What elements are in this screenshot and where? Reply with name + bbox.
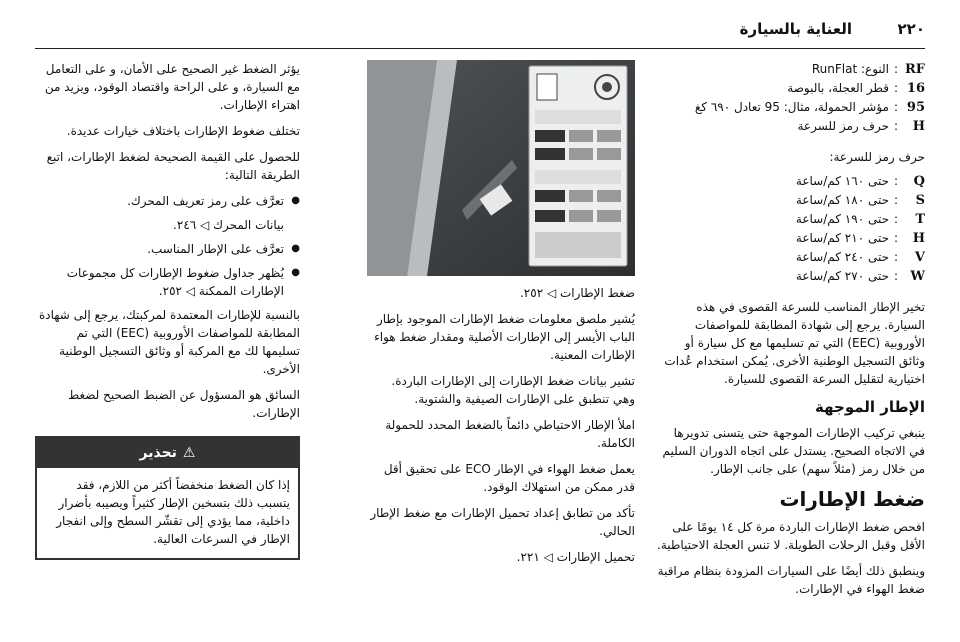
warning-box bbox=[35, 436, 300, 560]
code-desc: قطر العجلة، بالبوصة bbox=[787, 81, 889, 95]
warning-triangle-icon: ⚠ bbox=[182, 445, 196, 461]
speed-code: V bbox=[914, 250, 925, 265]
directional-tyres-heading: الإطار الموجهة bbox=[815, 398, 925, 416]
driver-responsibility-text: السائق هو المسؤول عن الضبط الصحيح لضغط الإطارات. bbox=[68, 388, 300, 420]
speed-row: W : حتى ٢٧٠ كم/ساعة bbox=[655, 267, 925, 286]
code-desc: النوع: RunFlat bbox=[811, 62, 889, 76]
code-label: 16 bbox=[906, 81, 925, 96]
speed-code-list bbox=[655, 172, 925, 286]
code-row: 16 : قطر العجلة، بالبوصة bbox=[655, 79, 925, 98]
speed-row: H : حتى ٢١٠ كم/ساعة bbox=[655, 229, 925, 248]
code-row: H : حرف رمز للسرعة bbox=[655, 117, 925, 136]
page-header bbox=[0, 0, 960, 50]
speed-row: S : حتى ١٨٠ كم/ساعة bbox=[655, 191, 925, 210]
bullet-icon: ● bbox=[291, 243, 300, 254]
speed-desc: حتى ١٦٠ كم/ساعة bbox=[795, 174, 889, 188]
speed-desc: حتى ١٩٠ كم/ساعة bbox=[795, 212, 889, 226]
speed-row: V : حتى ٢٤٠ كم/ساعة bbox=[655, 248, 925, 267]
directional-tyres-text: ينبغي تركيب الإطارات الموجهة حتى يتسنى تدويرها في الاتجاه الصحيح. يستدل على اتجاه الدوران السليم من خلال رمز (مثلاً سهم) على جانب الإطار. bbox=[662, 426, 925, 476]
speed-desc: حتى ١٨٠ كم/ساعة bbox=[795, 193, 889, 207]
speed-code: H bbox=[912, 231, 925, 246]
pressure-method-text: للحصول على القيمة الصحيحة لضغط الإطارات، اتبع الطريقة التالية: bbox=[46, 150, 300, 182]
eec-certificate-text: بالنسبة للإطارات المعتمدة لمركبتك، يرجع إلى شهادة المطابقة للمواصفات الأوروبية (EEC) التي تم تسليمها لك مع المركبة أو وثائق التسجيل الوطنية الأخرى. bbox=[38, 308, 300, 376]
bullet-item: ● يُظهر جداول ضغوط الإطارات كل مجموعات الإطارات الممكنة ◁ ٢٥٢. bbox=[66, 266, 300, 298]
door-label-photo bbox=[367, 60, 635, 276]
tyre-pressure-paragraph: افحص ضغط الإطارات الباردة مرة كل ١٤ يومًا على الأقل وقبل الرحلات الطويلة. لا تنس العجلة الاحتياطية. bbox=[657, 520, 925, 552]
max-speed-paragraph: تخير الإطار المناسب للسرعة القصوى في هذه السيارة. يرجع إلى شهادة المطابقة للمواصفات الأوروبية (EEC) التي تم تسليمها مع كل سيارة أو وثائق التسجيل الوطنية الأخرى. يُمكن استخدام عُدات اختيارية لتقليل السرعة القصوى للسيارة. bbox=[664, 300, 925, 386]
pressure-info-text: تأكد من تطابق إعداد تحميل الإطارات مع ضغط الإطار الحالي. bbox=[370, 506, 635, 538]
pressure-effect-text: يؤثر الضغط غير الصحيح على الأمان، و على التعامل مع السيارة، و على الراحة واقتصاد الوقود، ويزيد من اهتراء الإطارات. bbox=[44, 62, 300, 112]
speed-row: T : حتى ١٩٠ كم/ساعة bbox=[655, 210, 925, 229]
code-label: H bbox=[912, 119, 925, 134]
bullet-icon: ● bbox=[291, 267, 300, 278]
bullet-icon: ● bbox=[291, 195, 300, 206]
code-label: 95 bbox=[906, 100, 925, 115]
code-row: RF : النوع: RunFlat bbox=[655, 60, 925, 79]
door-pillar-illustration bbox=[367, 60, 635, 276]
pressure-info-text: يُشير ملصق معلومات ضغط الإطارات الموجود بإطار الباب الأيسر إلى الإطارات الأصلية ومقدار ضغط هواء الإطارات المعنية. bbox=[374, 312, 635, 362]
bullet-item: ● تعرَّف على الإطار المناسب. bbox=[147, 242, 300, 256]
tyre-pressure-heading: ضغط الإطارات bbox=[779, 487, 925, 511]
speed-desc: حتى ٢١٠ كم/ساعة bbox=[795, 231, 889, 245]
speed-code: Q bbox=[913, 174, 925, 189]
speed-desc: حتى ٢٧٠ كم/ساعة bbox=[795, 269, 889, 283]
code-row: 95 : مؤشر الحمولة، مثال: 95 تعادل ٦٩٠ كغ bbox=[655, 98, 925, 117]
code-label: RF bbox=[904, 62, 925, 77]
right-column bbox=[655, 60, 925, 606]
pressure-info-text: املأ الإطار الاحتياطي دائماً بالضغط المحدد للحمولة الكاملة. bbox=[385, 418, 635, 450]
speed-row: Q : حتى ١٦٠ كم/ساعة bbox=[655, 172, 925, 191]
speed-code: S bbox=[915, 193, 925, 208]
cross-reference: تحميل الإطارات ◁ ٢٢١. bbox=[516, 550, 635, 564]
photo-caption: ضغط الإطارات ◁ ٢٥٢. bbox=[519, 286, 635, 300]
page-title: العناية بالسيارة bbox=[739, 20, 852, 38]
speed-code: T bbox=[915, 212, 925, 227]
bullet-item: ● تعرَّف على رمز تعريف المحرك. bbox=[127, 194, 300, 208]
middle-column bbox=[367, 60, 635, 574]
tire-code-list bbox=[655, 60, 925, 136]
speed-symbol-title: حرف رمز للسرعة: bbox=[829, 150, 925, 164]
warning-body: إذا كان الضغط منخفضاً أكثر من اللازم، فقد يتسبب ذلك بتسخين الإطار كثيراً ويصيبه بأضرار داخلية، مما يؤدي إلى تقشّر السطح وإلى انفجار الإطار في السرعات العالية. bbox=[56, 478, 290, 546]
speed-desc: حتى ٢٤٠ كم/ساعة bbox=[795, 250, 889, 264]
code-desc: مؤشر الحمولة، مثال: 95 تعادل ٦٩٠ كغ bbox=[694, 100, 889, 114]
bullet-item: بيانات المحرك ◁ ٢٤٦. bbox=[173, 218, 284, 232]
code-desc: حرف رمز للسرعة bbox=[797, 119, 889, 133]
header-rule bbox=[35, 48, 925, 49]
page-number: ٢٢٠ bbox=[897, 20, 925, 38]
pressure-info-text: يعمل ضغط الهواء في الإطار ECO على تحقيق أقل قدر ممكن من استهلاك الوقود. bbox=[383, 462, 635, 494]
warning-header bbox=[37, 438, 298, 468]
tyre-pressure-paragraph: وينطبق ذلك أيضًا على السيارات المزودة بنظام مراقبة ضغط الهواء في الإطارات. bbox=[657, 564, 925, 596]
pressure-info-text: تشير بيانات ضغط الإطارات إلى الإطارات الباردة. وهي تنطبق على الإطارات الصيفية والشتوية. bbox=[391, 374, 635, 406]
left-column bbox=[35, 60, 300, 560]
speed-code: W bbox=[910, 269, 925, 284]
pressure-options-text: تختلف ضغوط الإطارات باختلاف خيارات عديدة. bbox=[66, 124, 300, 138]
warning-title: تحذير bbox=[139, 445, 177, 461]
